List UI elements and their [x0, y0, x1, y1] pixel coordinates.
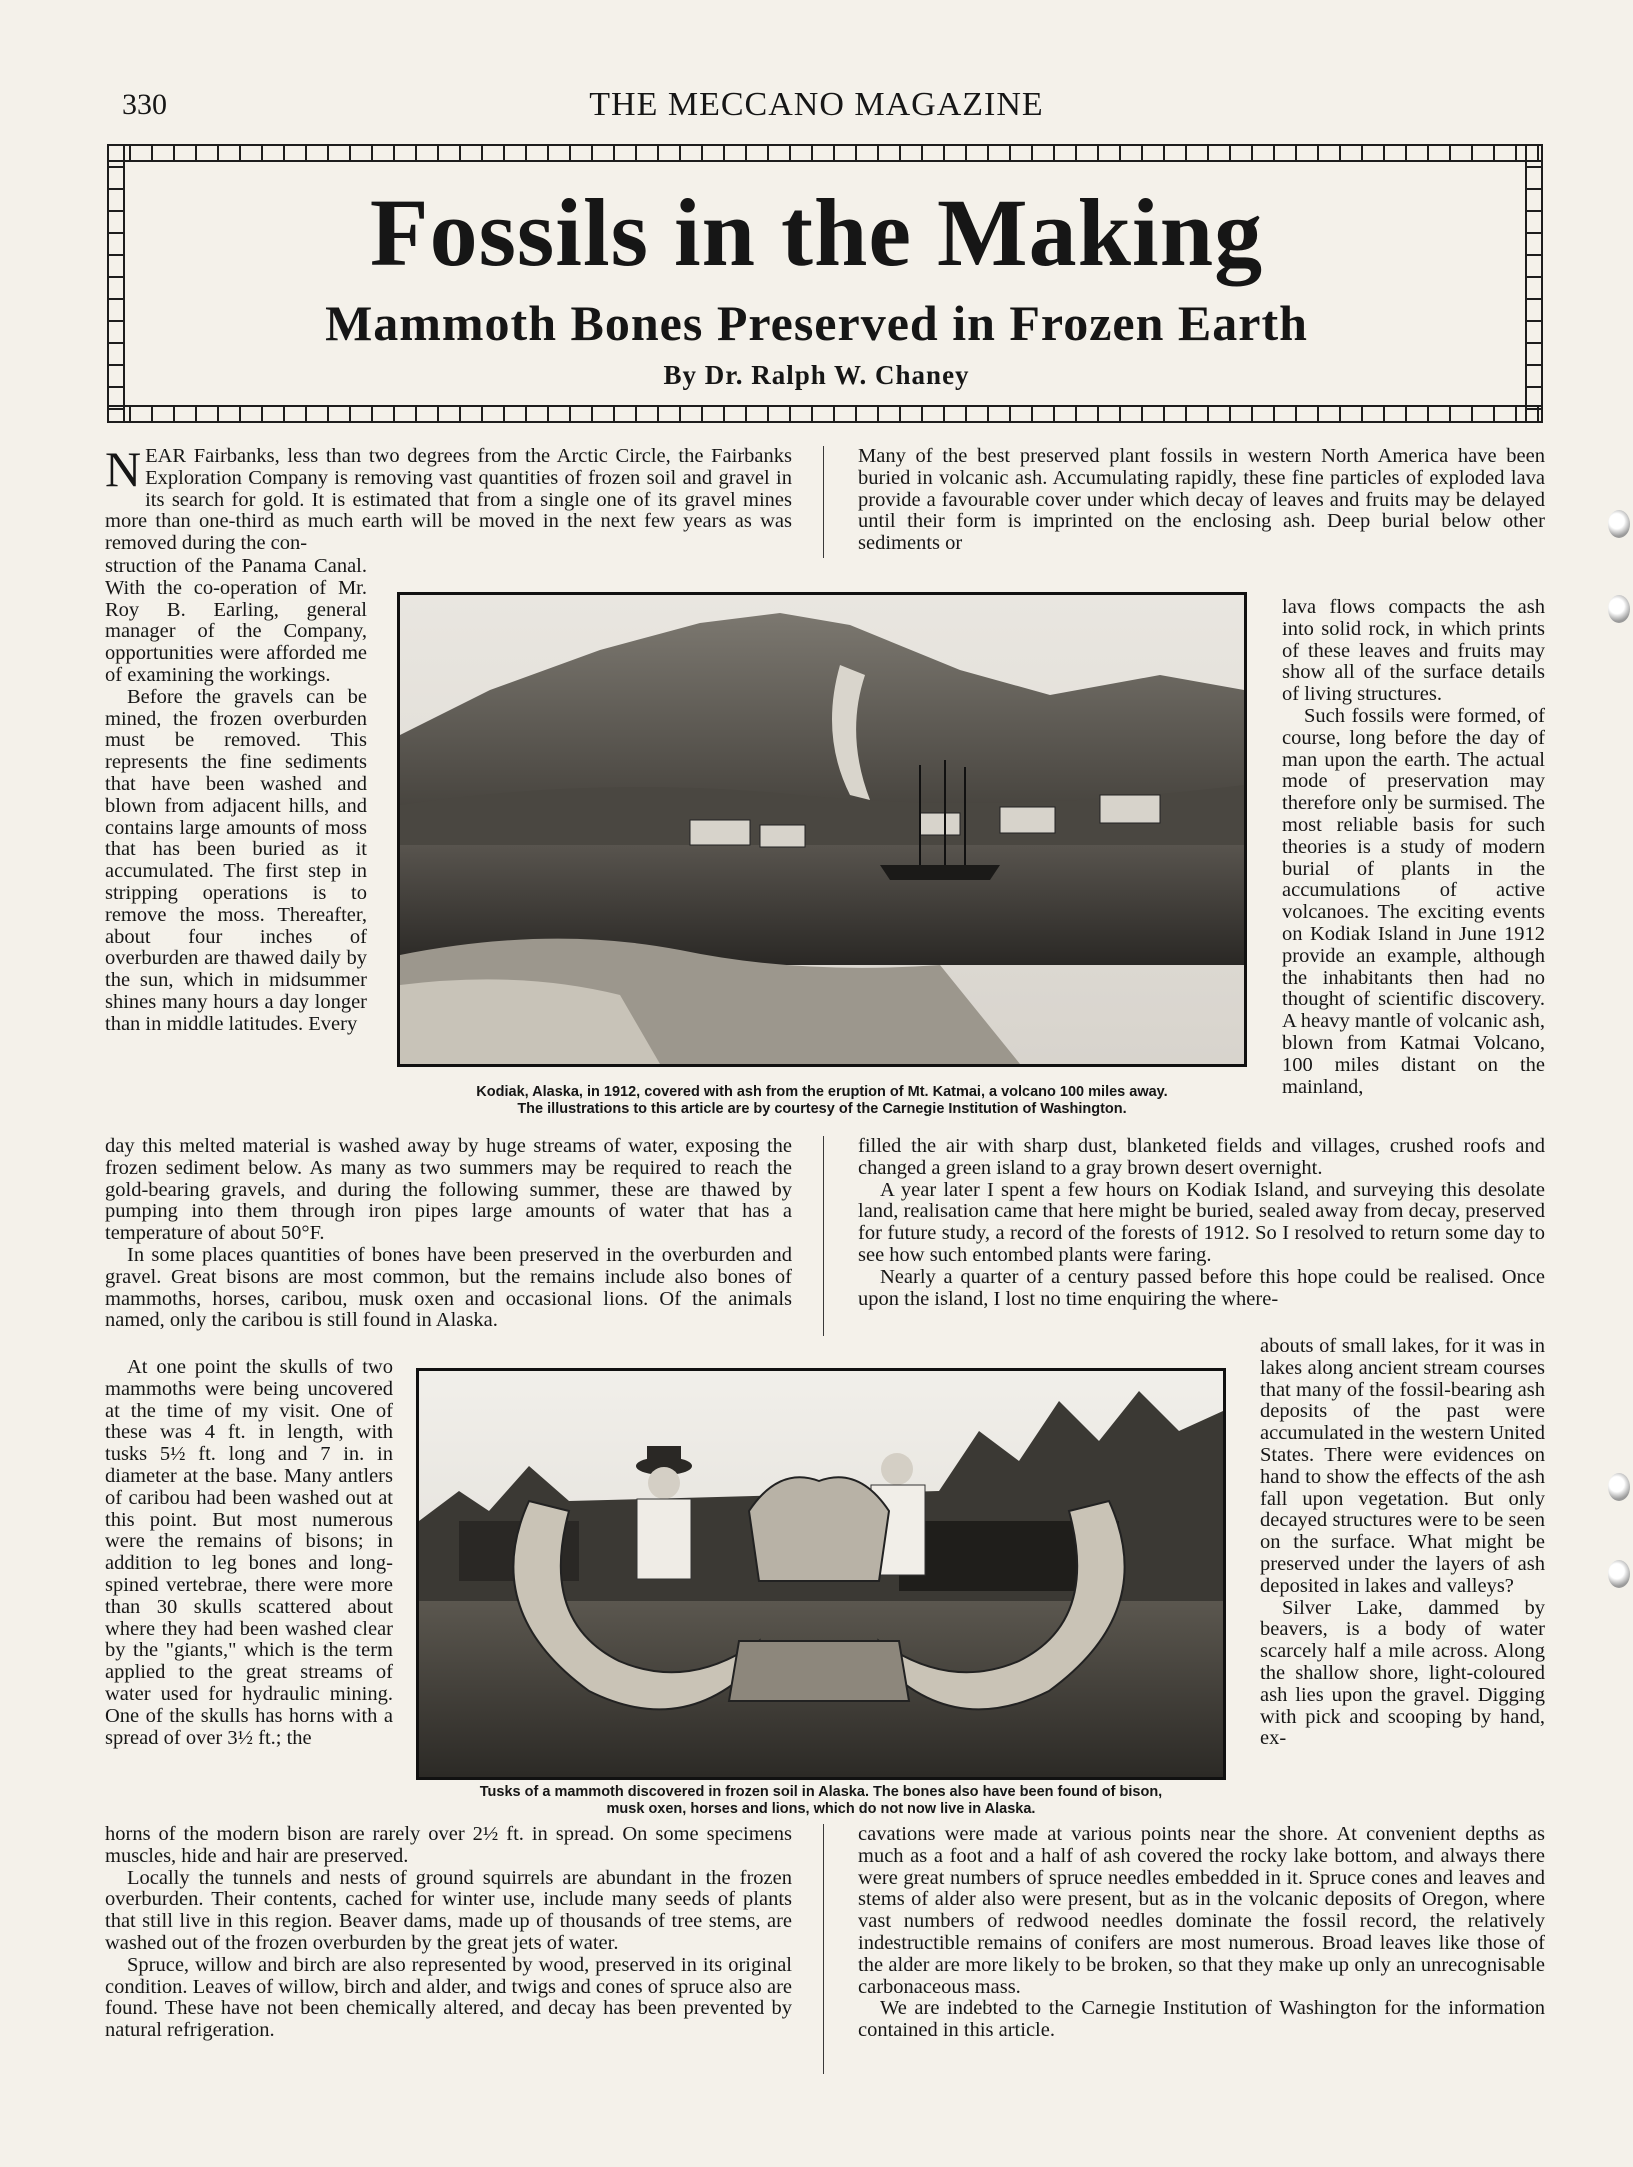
kodiak-photo: [397, 592, 1247, 1067]
caption-line: musk oxen, horses and lions, which do not now live in Alaska.: [606, 1801, 1036, 1817]
mammoth-photo-caption: [405, 1784, 1237, 1818]
figure-left: [636, 1446, 692, 1579]
narrow-left-column-1: [105, 556, 367, 1036]
caption-line: Kodiak, Alaska, in 1912, covered with ash from the eruption of Mt. Katmai, a volcano 100 miles away.: [476, 1084, 1168, 1100]
paragraph: Silver Lake, dammed by beavers, is a body of water scarcely half a mile across. Along the shallow shore, light-coloured ash lies upon the gravel. Digging with pick and scooping by hand, ex-: [1260, 1596, 1545, 1750]
bottom-right-column: [858, 1824, 1545, 2042]
intro-right-column: [858, 446, 1545, 555]
article-byline: By Dr. Ralph W. Chaney: [663, 360, 970, 390]
paragraph: In some places quantities of bones have been preserved in the overburden and gravel. Great bisons are most common, but the remains include also bones of mammoths, horses, caribou, musk oxen and occasional lions. Of the animals named, only the caribou is still found in Alaska.: [105, 1243, 792, 1332]
mammoth-tusks-image: [419, 1371, 1223, 1777]
narrow-left-column-2: [105, 1357, 393, 1749]
caption-line: Tusks of a mammoth discovered in frozen soil in Alaska. The bones also have been found of bison,: [479, 1784, 1163, 1800]
paragraph: Such fossils were formed, of course, long before the day of man upon the earth. The actual mode of preservation may therefore only be surmised. The most reliable basis for such theories is a study of modern burial of plants in the accumulations of active volcanoes. The exciting events on Kodiak Island in June 1912 provide an example, although the inhabitants then had no thought of scientific discovery. A heavy mantle of volcanic ash, blown from Katmai Volcano, 100 miles distant on the mainland,: [1282, 704, 1545, 1098]
paragraph: We are indebted to the Carnegie Institution of Washington for the information contained in this article.: [858, 1997, 1545, 2042]
intro-left-column: [105, 441, 792, 555]
magazine-title: THE MECCANO MAGAZINE: [589, 86, 1044, 123]
intro-left-text: EAR Fairbanks, less than two degrees from the Arctic Circle, the Fairbanks Exploration Company is removing vast quantities of frozen soil and gravel in its search for gold. It is estimated that from a single one of its gravel mines more than one-third as much earth will be moved in the next few years as was removed during the con-: [105, 445, 792, 555]
bottom-left-column: [105, 1824, 792, 2042]
narrow-right-column-2: [1260, 1336, 1545, 1750]
punch-hole: [1608, 1560, 1630, 1588]
punch-hole: [1608, 1473, 1630, 1501]
column-rule: [823, 1136, 824, 1336]
paragraph: lava flows compacts the ash into solid rock, in which prints of these leaves and fruits may show all of the surface details of living structures.: [1282, 596, 1545, 706]
paragraph: filled the air with sharp dust, blanketed fields and villages, crushed roofs and changed a green island to a gray brown desert overnight.: [858, 1135, 1545, 1179]
paragraph: struction of the Panama Canal. With the co-operation of Mr. Roy B. Earling, general manager of the Company, opportunities were afforded me of examining the workings.: [105, 555, 367, 686]
narrow-right-column-1: [1282, 597, 1545, 1098]
paragraph: Nearly a quarter of a century passed before this hope could be realised. Once upon the island, I lost no time enquiring the where-: [858, 1265, 1545, 1310]
caption-line: The illustrations to this article are by courtesy of the Carnegie Institution of Washington.: [517, 1101, 1127, 1117]
paragraph: cavations were made at various points near the shore. At convenient depths as much as a foot and a half of ash covered the rocky lake bottom, and always there were great numbers of spruce needles embedded in it. Spruce cones and leaves and stems of alder also were present, but as in the volcanic deposits of Oregon, where vast numbers of redwood needles dominate the fossil record, the relatively indestructible remains of conifers are most numerous. Broad leaves like those of the alder are more likely to be broken, so that they make up only an unrecognisable carbonaceous mass.: [858, 1823, 1545, 1998]
paragraph: abouts of small lakes, for it was in lakes along ancient stream courses that many of the fossil-bearing ash deposits of the past were accumulated in the western United States. There were evidences on hand to show the effects of the ash fall upon vegetation. But only decayed structures were to be seen on the surface. What might be preserved under the layers of ash deposited in lakes and valleys?: [1260, 1335, 1545, 1597]
middle-left-column: [105, 1136, 792, 1332]
paragraph: horns of the modern bison are rarely over 2½ ft. in spread. On some specimens muscles, hide and hair are preserved.: [105, 1823, 792, 1867]
kodiak-photo-caption: [380, 1084, 1264, 1118]
kodiak-harbor-image: [400, 595, 1244, 1064]
punch-hole: [1608, 595, 1630, 623]
middle-right-column: [858, 1136, 1545, 1310]
article-subheadline: Mammoth Bones Preserved in Frozen Earth: [325, 295, 1308, 351]
column-rule: [823, 446, 824, 558]
mammoth-tusks-photo: [416, 1368, 1226, 1780]
paragraph: A year later I spent a few hours on Kodiak Island, and surveying this desolate land, realisation came that here might be buried, sealed away from decay, preserved for future study, a record of the forests of 1912. So I resolved to return some day to see how such entombed plants were faring.: [858, 1178, 1545, 1266]
paragraph: day this melted material is washed away by huge streams of water, exposing the frozen sediment below. As many as two summers may be required to reach the gold-bearing gravels, and during the following summer, these are thawed by pumping into them through iron pipes large amounts of water that has a temperature of about 50°F.: [105, 1135, 792, 1245]
paragraph: Locally the tunnels and nests of ground squirrels are abundant in the frozen overburden. Their contents, cached for winter use, include many seeds of plants that still live in this region. Beaver dams, made up of thousands of tree stems, are washed out of the frozen overburden by the great jets of water.: [105, 1866, 792, 1954]
paragraph: At one point the skulls of two mammoths were being uncovered at the time of my visit. One of these was 4 ft. in length, with tusks 5½ ft. long and 7 in. in diameter at the base. Many antlers of caribou had been washed out at this point. But most numerous were the remains of bisons; in addition to leg bones and long-spined vertebrae, there were more than 30 skulls scattered about where they had been washed clear by the "giants," which is the term applied to the great streams of water used for hydraulic mining. One of the skulls has horns with a spread of over 3½ ft.; the: [105, 1356, 393, 1749]
intro-right-text: Many of the best preserved plant fossils in western North America have been buried in volcanic ash. Accumulating rapidly, these fine particles of exploded lava provide a favourable cover under which decay of leaves and fruits may be delayed until their form is imprinted on the enclosing ash. Deep burial below other sediments or: [858, 445, 1545, 555]
page-number: 330: [122, 88, 167, 121]
drop-cap: N: [105, 441, 142, 497]
punch-hole: [1608, 510, 1630, 538]
paragraph: Before the gravels can be mined, the frozen overburden must be removed. This represents the fine sediments that have been washed and blown from adjacent hills, and contains large amounts of moss that has been buried as it accumulated. The first step in stripping operations is to remove the moss. Thereafter, about four inches of overburden are thawed daily by the sun, which in midsummer shines many hours a day longer than in middle latitudes. Every: [105, 685, 367, 1035]
article-headline: Fossils in the Making: [369, 179, 1264, 286]
column-rule: [823, 1824, 824, 2074]
paragraph: Spruce, willow and birch are also represented by wood, preserved in its original condition. Leaves of willow, birch and alder, and twigs and cones of spruce also are found. These have not been chemically altered, and decay has been prevented by natural refrigeration.: [105, 1953, 792, 2042]
